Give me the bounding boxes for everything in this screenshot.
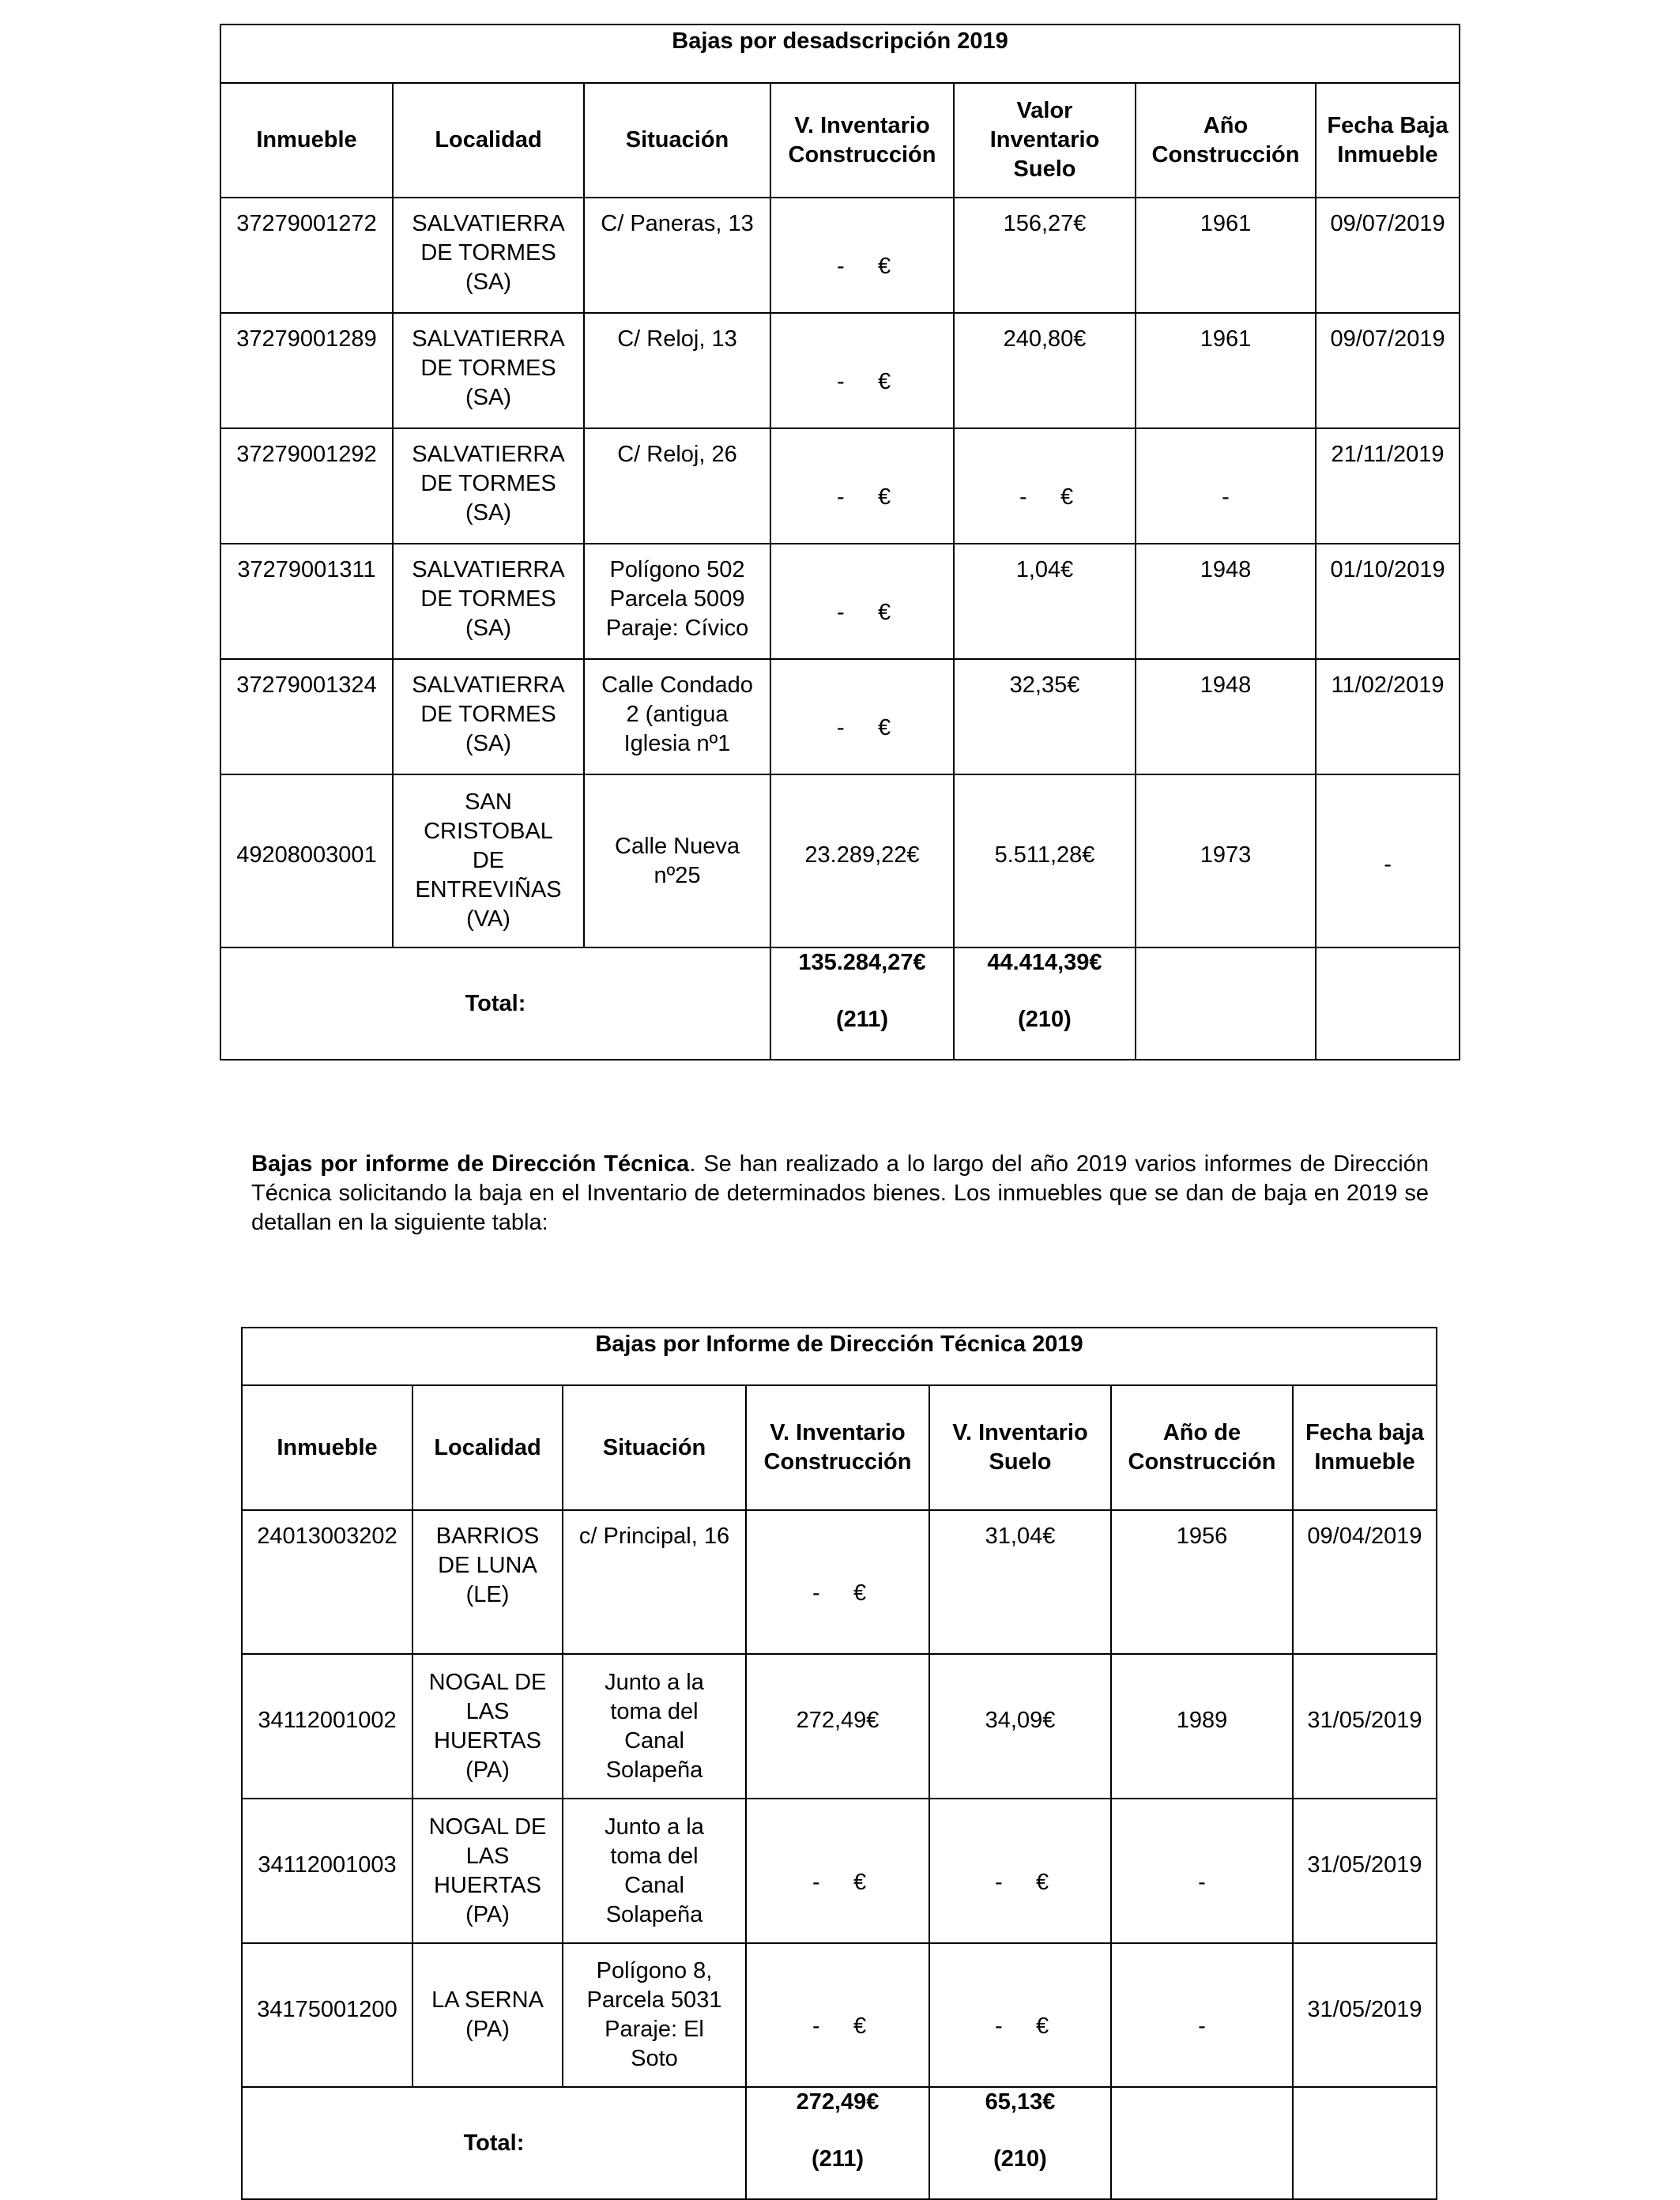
total-suelo	[929, 2087, 1111, 2199]
cell-construccion	[770, 198, 954, 313]
euro-sign: €	[878, 600, 891, 625]
cell-inmueble: 37279001292	[220, 428, 393, 544]
empty-amount	[798, 1579, 877, 1608]
euro-sign: €	[878, 715, 891, 740]
cell-fecha: 31/05/2019	[1293, 1654, 1437, 1799]
cell-fecha: 01/10/2019	[1316, 544, 1460, 659]
table-row	[242, 1799, 1437, 1943]
cell-fecha: 11/02/2019	[1316, 659, 1460, 774]
table-body	[242, 1510, 1437, 2087]
situacion-line: Iglesia nº1	[623, 731, 731, 756]
euro-sign: €	[878, 369, 891, 394]
localidad-line: (PA)	[465, 2017, 510, 2042]
localidad-line: (VA)	[466, 906, 510, 932]
total-row	[242, 2087, 1437, 2199]
cell-situacion	[584, 428, 770, 544]
euro-sign: €	[853, 1580, 867, 1606]
cell-inmueble: 24013003202	[242, 1510, 412, 1654]
euro-sign: €	[878, 484, 891, 510]
localidad-line: LA SERNA	[431, 1987, 544, 2013]
total-empty-cell	[1136, 947, 1316, 1060]
cell-inmueble: 37279001289	[220, 313, 393, 428]
table-title: Bajas por desadscripción 2019	[220, 24, 1460, 83]
cell-inmueble: 37279001324	[220, 659, 393, 774]
situacion-line: toma del	[610, 1843, 699, 1869]
cell-construccion	[770, 544, 954, 659]
empty-amount	[1005, 483, 1084, 512]
desadscripcion-table	[220, 24, 1460, 1060]
localidad-line: DE TORMES	[420, 356, 556, 381]
header-fecha: Fecha Baja Inmueble	[1316, 83, 1460, 198]
cell-situacion	[584, 544, 770, 659]
situacion-line: 2 (antigua	[626, 702, 729, 727]
cell-suelo: 31,04€	[929, 1510, 1111, 1654]
cell-construccion	[746, 1943, 929, 2087]
table-row	[220, 544, 1460, 659]
total-label: Total:	[242, 2087, 746, 2199]
localidad-line: (SA)	[465, 500, 511, 526]
header-inmueble: Inmueble	[220, 83, 393, 198]
empty-amount	[823, 483, 902, 512]
localidad-line: SAN	[465, 789, 512, 815]
cell-localidad	[393, 774, 584, 947]
situacion-line: Paraje: Cívico	[605, 616, 749, 641]
total-suelo-value: 44.414,39€	[987, 950, 1102, 975]
header-situacion: Situación	[563, 1385, 746, 1510]
cell-inmueble: 34112001002	[242, 1654, 412, 1799]
cell-situacion	[563, 1654, 746, 1799]
amount-dash: -	[1019, 484, 1027, 510]
situacion-line: Calle Condado	[601, 672, 753, 698]
localidad-line: (SA)	[465, 385, 511, 410]
total-suelo-value: 65,13€	[985, 2089, 1056, 2115]
localidad-line: DE	[472, 848, 505, 873]
header-situacion: Situación	[584, 83, 770, 198]
localidad-line: (SA)	[465, 731, 511, 756]
cell-inmueble: 49208003001	[220, 774, 393, 947]
localidad-line: (PA)	[465, 1757, 510, 1783]
table-row	[220, 774, 1460, 947]
cell-fecha: 09/07/2019	[1316, 198, 1460, 313]
situacion-line: Solapeña	[605, 1757, 703, 1783]
amount-dash: -	[837, 369, 845, 394]
total-construccion-code: (211)	[811, 2146, 864, 2172]
total-empty-cell	[1316, 947, 1460, 1060]
cell-construccion: 272,49€	[746, 1654, 929, 1799]
localidad-line: LAS	[465, 1843, 510, 1869]
localidad-line: (PA)	[465, 1901, 510, 1927]
table-row	[220, 313, 1460, 428]
cell-construccion	[746, 1510, 929, 1654]
amount-dash: -	[837, 600, 845, 625]
localidad-line: DE TORMES	[420, 471, 556, 496]
cell-construccion: 23.289,22€	[770, 774, 954, 947]
cell-fecha: -	[1316, 774, 1460, 947]
cell-localidad	[393, 428, 584, 544]
total-row	[220, 947, 1460, 1060]
cell-localidad	[393, 198, 584, 313]
header-localidad: Localidad	[412, 1385, 563, 1510]
localidad-line: NOGAL DE	[428, 1669, 547, 1695]
localidad-line: SALVATIERRA	[412, 211, 565, 236]
intro-paragraph	[251, 1150, 1429, 1238]
cell-suelo: 32,35€	[954, 659, 1136, 774]
cell-suelo: 240,80€	[954, 313, 1136, 428]
localidad-line: (SA)	[465, 616, 511, 641]
table-row	[242, 1943, 1437, 2087]
situacion-line: c/ Principal, 16	[578, 1524, 730, 1549]
empty-amount	[981, 1868, 1060, 1897]
situacion-line: Canal	[624, 1727, 684, 1754]
situacion-line: Canal	[624, 1872, 684, 1898]
empty-amount	[798, 2012, 877, 2041]
cell-fecha: 31/05/2019	[1293, 1943, 1437, 2087]
cell-situacion	[584, 774, 770, 947]
cell-construccion	[770, 313, 954, 428]
localidad-line: NOGAL DE	[428, 1814, 547, 1840]
localidad-line: (SA)	[465, 269, 511, 295]
header-fecha: Fecha baja Inmueble	[1293, 1385, 1437, 1510]
cell-situacion	[584, 313, 770, 428]
situacion-line: Polígono 502	[609, 557, 745, 582]
localidad-line: DE TORMES	[420, 586, 556, 612]
euro-sign: €	[1036, 1869, 1049, 1895]
total-construccion	[770, 947, 954, 1060]
empty-amount	[798, 1868, 877, 1897]
total-suelo-code: (210)	[1018, 1007, 1072, 1032]
localidad-line: HUERTAS	[434, 1727, 541, 1754]
cell-localidad	[412, 1943, 563, 2087]
total-label: Total:	[220, 947, 770, 1060]
header-construccion: V. Inventario Construcción	[770, 83, 954, 198]
localidad-line: CRISTOBAL	[424, 819, 553, 844]
table-row	[242, 1654, 1437, 1799]
paragraph-text: . Se han realizado a lo largo del año 2019 varios informes de Dirección Técnica solicitando la baja en el Inventario de determinados bienes. Los inmuebles que se dan de baja en 2019 se detallan en la siguiente tabla:	[251, 1151, 1430, 1235]
cell-anio: 1961	[1136, 198, 1316, 313]
amount-dash: -	[812, 2014, 820, 2039]
empty-amount	[823, 252, 902, 281]
header-suelo: V. Inventario Suelo	[929, 1385, 1111, 1510]
localidad-line: ENTREVIÑAS	[415, 877, 562, 902]
table-row	[242, 1510, 1437, 1654]
cell-suelo	[929, 1799, 1111, 1943]
euro-sign: €	[853, 2014, 867, 2039]
situacion-line: Solapeña	[605, 1901, 703, 1927]
cell-suelo	[954, 428, 1136, 544]
localidad-line: DE TORMES	[420, 240, 556, 266]
paragraph-heading: Bajas por informe de Dirección Técnica	[251, 1151, 690, 1177]
cell-anio: -	[1136, 428, 1316, 544]
euro-sign: €	[1060, 484, 1074, 510]
header-inmueble: Inmueble	[242, 1385, 412, 1510]
header-localidad: Localidad	[393, 83, 584, 198]
cell-anio: 1948	[1136, 659, 1316, 774]
cell-localidad	[393, 544, 584, 659]
localidad-line: SALVATIERRA	[412, 672, 565, 698]
cell-fecha: 21/11/2019	[1316, 428, 1460, 544]
euro-sign: €	[878, 254, 891, 279]
total-construccion-value: 135.284,27€	[798, 950, 926, 975]
situacion-line: C/ Paneras, 13	[601, 211, 754, 236]
situacion-line: Parcela 5009	[609, 586, 745, 612]
cell-localidad	[393, 313, 584, 428]
direccion-tecnica-table	[241, 1327, 1437, 2200]
cell-construccion	[770, 659, 954, 774]
cell-construccion	[746, 1799, 929, 1943]
empty-amount	[823, 367, 902, 397]
cell-suelo: 1,04€	[954, 544, 1136, 659]
localidad-line: HUERTAS	[434, 1872, 541, 1898]
cell-anio: 1948	[1136, 544, 1316, 659]
total-construccion-value: 272,49€	[796, 2089, 880, 2115]
cell-situacion	[563, 1510, 746, 1654]
cell-localidad	[412, 1799, 563, 1943]
cell-situacion	[563, 1799, 746, 1943]
amount-dash: -	[837, 715, 845, 740]
localidad-line: SALVATIERRA	[412, 557, 565, 582]
amount-dash: -	[812, 1580, 820, 1606]
header-anio: Año Construcción	[1136, 83, 1316, 198]
localidad-line: BARRIOS	[435, 1524, 540, 1549]
situacion-line: Junto a la	[605, 1669, 704, 1695]
cell-inmueble: 37279001272	[220, 198, 393, 313]
situacion-line: Parcela 5031	[586, 1987, 722, 2013]
cell-inmueble: 34175001200	[242, 1943, 412, 2087]
table-title: Bajas por Informe de Dirección Técnica 2019	[242, 1328, 1437, 1385]
cell-inmueble: 34112001003	[242, 1799, 412, 1943]
cell-suelo: 5.511,28€	[954, 774, 1136, 947]
empty-amount	[823, 598, 902, 627]
amount-dash: -	[995, 1869, 1003, 1895]
total-suelo-code: (210)	[993, 2146, 1047, 2172]
cell-anio: 1973	[1136, 774, 1316, 947]
situacion-line: Calle Nueva	[615, 833, 740, 859]
cell-anio: 1961	[1136, 313, 1316, 428]
situacion-line: C/ Reloj, 26	[617, 442, 737, 467]
situacion-line: Paraje: El	[605, 2017, 704, 2042]
localidad-line: DE TORMES	[420, 702, 556, 727]
cell-anio: -	[1111, 1943, 1293, 2087]
cell-situacion	[584, 198, 770, 313]
cell-fecha: 09/04/2019	[1293, 1510, 1437, 1654]
situacion-line: toma del	[610, 1698, 699, 1724]
cell-suelo	[929, 1943, 1111, 2087]
euro-sign: €	[1036, 2014, 1049, 2039]
table-body	[220, 198, 1460, 947]
header-anio: Año de Construcción	[1111, 1385, 1293, 1510]
total-empty-cell	[1293, 2087, 1437, 2199]
euro-sign: €	[853, 1869, 867, 1895]
localidad-line: SALVATIERRA	[412, 442, 565, 467]
localidad-line: (LE)	[465, 1582, 510, 1607]
empty-amount	[823, 714, 902, 743]
total-construccion	[746, 2087, 929, 2199]
amount-dash: -	[837, 254, 845, 279]
total-suelo	[954, 947, 1136, 1060]
total-construccion-code: (211)	[835, 1007, 889, 1032]
cell-situacion	[584, 659, 770, 774]
total-empty-cell	[1111, 2087, 1293, 2199]
amount-dash: -	[837, 484, 845, 510]
situacion-line: nº25	[654, 862, 701, 888]
cell-anio: 1956	[1111, 1510, 1293, 1654]
amount-dash: -	[812, 1869, 820, 1895]
cell-suelo: 34,09€	[929, 1654, 1111, 1799]
empty-amount	[981, 2012, 1060, 2041]
situacion-line: C/ Reloj, 13	[617, 326, 737, 352]
cell-fecha: 31/05/2019	[1293, 1799, 1437, 1943]
cell-localidad	[412, 1654, 563, 1799]
cell-inmueble: 37279001311	[220, 544, 393, 659]
cell-localidad	[412, 1510, 563, 1654]
situacion-line: Junto a la	[605, 1814, 704, 1840]
localidad-line: SALVATIERRA	[412, 326, 565, 352]
amount-dash: -	[995, 2014, 1003, 2039]
cell-anio: -	[1111, 1799, 1293, 1943]
cell-anio: 1989	[1111, 1654, 1293, 1799]
table-row	[220, 659, 1460, 774]
situacion-line: Polígono 8,	[596, 1958, 713, 1983]
localidad-line: DE LUNA	[438, 1553, 537, 1578]
cell-fecha: 09/07/2019	[1316, 313, 1460, 428]
cell-localidad	[393, 659, 584, 774]
cell-suelo: 156,27€	[954, 198, 1136, 313]
table-row	[220, 428, 1460, 544]
header-construccion: V. Inventario Construcción	[746, 1385, 929, 1510]
header-suelo: Valor Inventario Suelo	[954, 83, 1136, 198]
localidad-line: LAS	[465, 1698, 510, 1724]
table-row	[220, 198, 1460, 313]
cell-construccion	[770, 428, 954, 544]
situacion-line: Soto	[631, 2046, 678, 2071]
cell-situacion	[563, 1943, 746, 2087]
